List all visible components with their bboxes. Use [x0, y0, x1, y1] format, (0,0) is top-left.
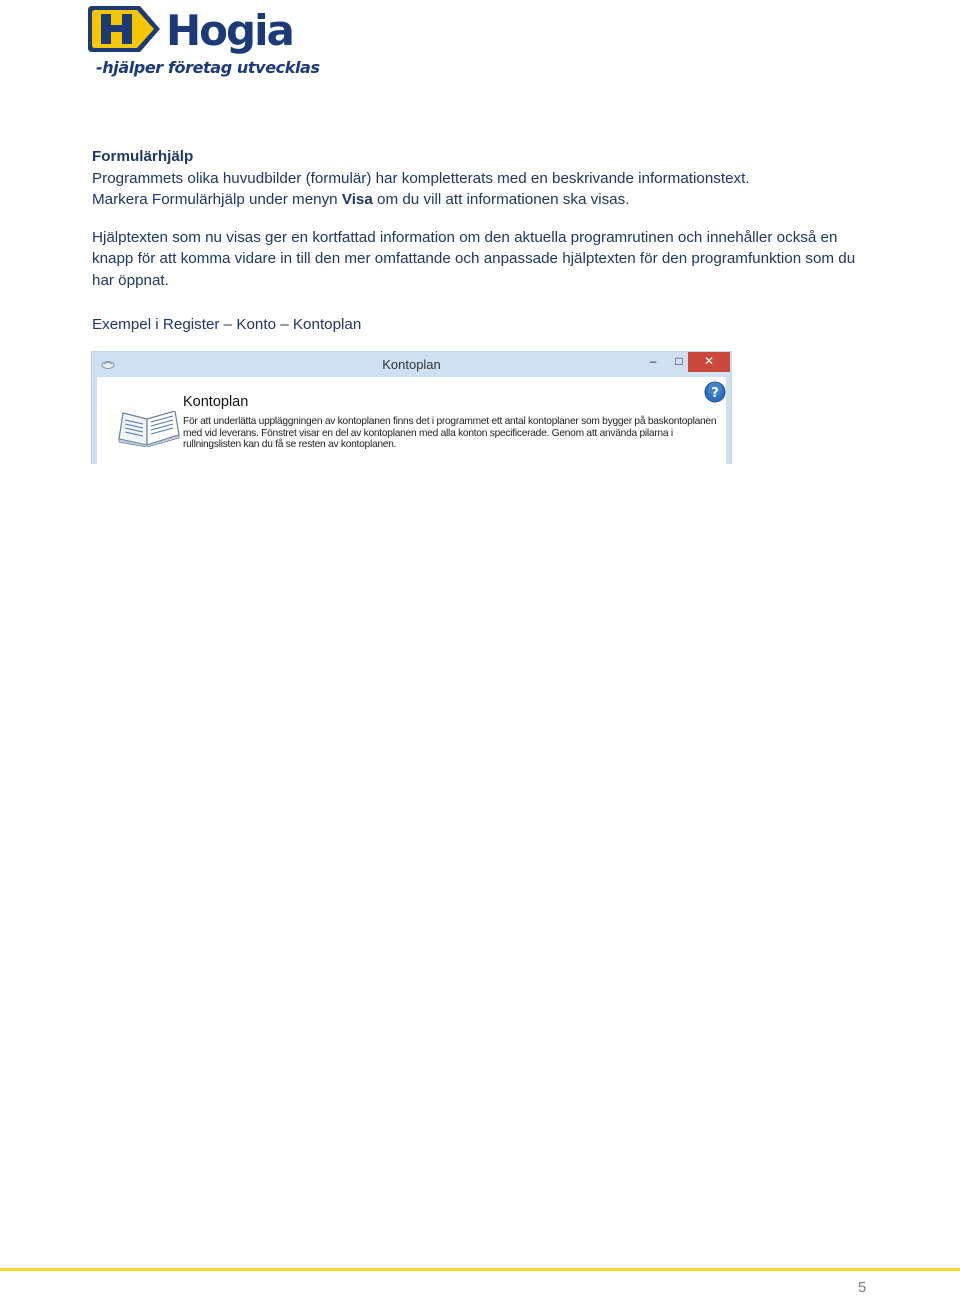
- minimize-button[interactable]: –: [649, 354, 657, 368]
- para1-suffix: om du vill att informationen ska visas.: [372, 191, 630, 209]
- help-icon[interactable]: [704, 381, 726, 403]
- form-help-description: För att underlätta uppläggningen av kontoplanen finns det i programmet ett antal kontoplaner som bygger på baskontoplanen med vid leverans. Fönstret visar en del av kontoplanen med alla konton specificerade. Genom att använda pilarna i rullningslisten kan du få se resten av kontoplanen.: [183, 416, 717, 451]
- brand-tagline: -hjälper företag utvecklas: [96, 58, 320, 77]
- window-body: [97, 377, 726, 464]
- footer-divider: [0, 1268, 960, 1271]
- close-button[interactable]: ✕: [688, 352, 730, 372]
- menu-name-visa: Visa: [341, 191, 373, 209]
- brand-name: Hogia: [166, 6, 293, 55]
- hogia-logo: [86, 2, 320, 82]
- svg-text:?: ?: [711, 386, 719, 401]
- example-caption: Exempel i Register – Konto – Kontoplan: [92, 315, 362, 333]
- form-help-title: Kontoplan: [183, 394, 249, 410]
- hogia-h-badge-icon: [86, 2, 164, 56]
- para1-prefix: Markera Formulärhjälp under menyn: [92, 191, 342, 209]
- window-titlebar[interactable]: [92, 352, 731, 377]
- maximize-button[interactable]: □: [675, 354, 683, 368]
- kontoplan-window: [91, 351, 732, 464]
- section-heading: Formulärhjälp: [92, 148, 194, 165]
- page-number: 5: [858, 1279, 867, 1296]
- document-content: [92, 146, 872, 335]
- window-title: Kontoplan: [382, 357, 441, 372]
- paragraph-1-line-1: Programmets olika huvudbilder (formulär) har kompletterats med en beskrivande informationstext.: [92, 169, 750, 187]
- book-icon: [117, 411, 181, 447]
- paragraph-1-line-2: [92, 189, 872, 211]
- paragraph-2: Hjälptexten som nu visas ger en kortfattad information om den aktuella programrutinen och innehåller också en knapp för att komma vidare in till den mer omfattande och anpassade hjälptexten för den programfunktion som du har öppnat.: [92, 228, 856, 289]
